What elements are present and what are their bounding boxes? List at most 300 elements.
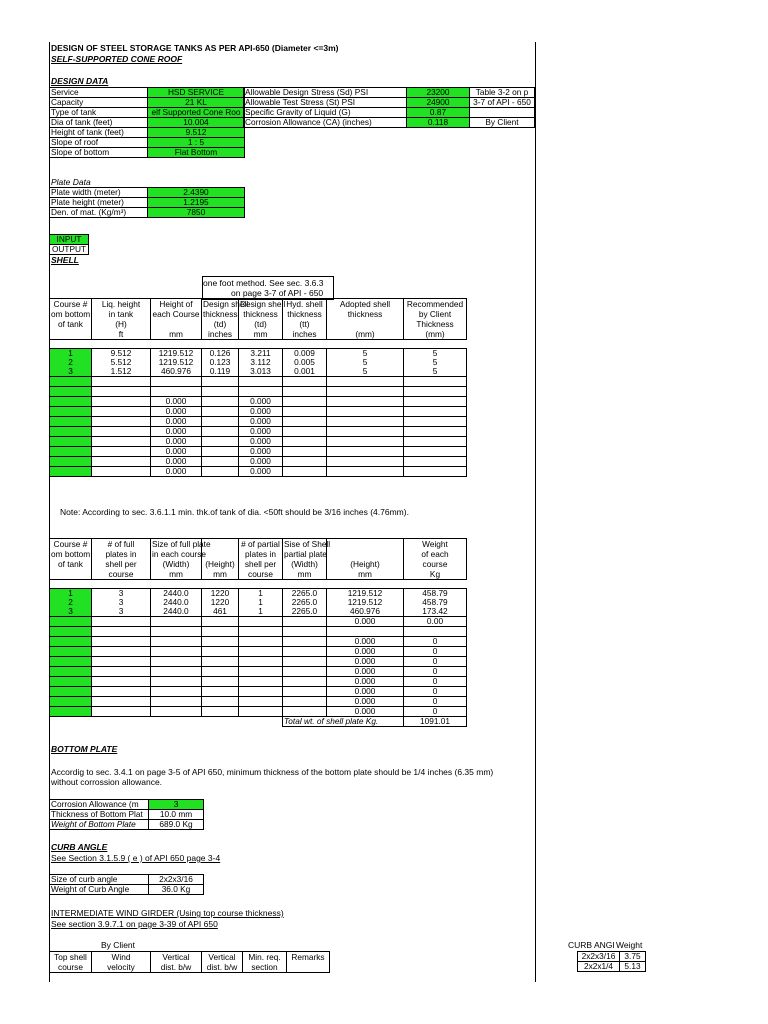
design-value: 1 : 5 [148,138,245,148]
plates-header-cell [50,569,92,580]
plates-cell [239,647,283,657]
design-note: 3-7 of API - 650 [470,98,535,108]
design-value: 23200 [407,88,470,98]
plates-cell: 1 [239,607,283,617]
shell-cell [283,387,327,397]
shell-cell: 1219.512 [151,358,202,367]
shell-header-cell: (td) [202,319,239,329]
design-label: Type of tank [50,108,148,118]
plates-header-cell: of each [404,549,467,559]
shell-note: Note: According to sec. 3.6.1.1 min. thk.of tank of dia. <50ft should be 3/16 inches (4.76mm). [60,507,409,517]
shell-cell [327,447,404,457]
shell-cell: 0.000 [151,407,202,417]
curb-label: Weight of Curb Angle [50,885,149,895]
shell-cell [92,457,151,467]
plate-label: Den. of mat. (Kg/m³) [50,208,148,218]
plates-header-cell: Weight [404,539,467,550]
plates-cell [50,617,92,627]
plates-cell: 173.42 [404,607,467,617]
shell-cell: 0.123 [202,358,239,367]
shell-header-cell: each Course [152,309,200,319]
plates-cell: 1220 [202,589,239,599]
plates-cell [239,697,283,707]
plates-row [50,647,467,657]
shell-cell [327,377,404,387]
shell-header-cell: om bottom [51,309,91,319]
shell-header-cell: (mm) [327,329,404,340]
plates-cell [50,647,92,657]
shell-header-cell: by Client [404,309,467,319]
shell-row [50,377,467,387]
shell-row [50,417,467,427]
empty-cell [470,137,535,146]
design-row [50,138,245,148]
design-empty-row [244,128,535,138]
shell-cell [50,377,92,387]
plates-cell: 0.000 [327,637,404,647]
wind-header-cell: dist. b/w [151,962,202,973]
shell-header-cell: Design shell [203,299,249,309]
shell-cell [92,447,151,457]
shell-cell [327,427,404,437]
design-label: Allowable Design Stress (Sd) PSI [244,88,407,98]
shell-cell: 9.512 [92,349,151,359]
shell-cell: 3.211 [239,349,283,359]
plates-header-cell: Sise of Shell [284,539,331,549]
shell-cell [92,407,151,417]
plates-cell: 0 [404,637,467,647]
shell-header-cell: inches [283,329,327,340]
plates-cell: 1 [50,589,92,599]
shell-cell: 0.000 [151,427,202,437]
shell-row [50,467,467,477]
shell-cell [202,447,239,457]
shell-cell: 1219.512 [151,349,202,359]
curb-weight-value: 5.13 [620,962,646,972]
plates-header-cell: plates in [92,549,151,559]
plates-header-cell [327,539,404,550]
shell-method-line2: on page 3-7 of API - 650 [231,288,324,298]
plates-cell: 2440.0 [151,589,202,599]
plates-header-cell: (Height) [202,559,239,569]
shell-cell [50,457,92,467]
plates-header-cell: Size of full plate [152,539,211,549]
shell-cell: 0.000 [239,427,283,437]
plates-cell [92,637,151,647]
shell-row [50,427,467,437]
shell-cell: 5 [327,367,404,377]
empty-cell [244,128,407,138]
plates-header-cell: mm [283,569,327,580]
curb-table-header-size: CURB ANGI [568,940,615,950]
plates-cell [50,677,92,687]
bottom-label: Weight of Bottom Plate [50,820,149,830]
shell-header-cell: thickness [203,309,238,319]
plates-cell: 3 [92,607,151,617]
plates-cell [202,707,239,717]
shell-header-cell: (mm) [404,329,467,340]
shell-row [50,457,467,467]
plates-cell: 0.000 [327,687,404,697]
plates-cell: 3 [92,589,151,599]
plates-row [50,707,467,717]
plates-header-cell: in each course [152,549,206,559]
shell-header-cell: Liq. height [92,299,151,310]
wind-header-row [50,962,330,973]
plates-header-row [50,559,467,569]
plates-cell: 0.000 [327,657,404,667]
plates-cell [283,637,327,647]
bottom-value: 10.0 mm [149,810,204,820]
plates-cell: 1219.512 [327,589,404,599]
shell-cell: 5.512 [92,358,151,367]
plates-cell [283,707,327,717]
shell-cell [404,467,467,477]
shell-cell: 0.000 [239,457,283,467]
plates-row [50,657,467,667]
shell-cell [283,447,327,457]
design-label: Dia of tank (feet) [50,118,148,128]
bottom-row [50,800,204,810]
plates-row [50,637,467,647]
shell-header-cell: (tt) [283,319,327,329]
shell-cell [283,467,327,477]
shell-cell [202,417,239,427]
plates-cell [50,687,92,697]
plates-header-cell: plates in [239,549,283,559]
plates-cell [151,677,202,687]
shell-cell [283,377,327,387]
shell-cell [404,437,467,447]
plates-cell [92,647,151,657]
shell-header-cell: Hyd. shell [283,299,327,310]
plate-label: Plate width (meter) [50,188,148,198]
plates-cell [327,627,404,637]
plates-cell [283,687,327,697]
plates-cell [404,627,467,637]
plates-cell [239,617,283,627]
wind-header-cell: Min. req. [243,952,287,963]
empty-cell [470,146,535,155]
plates-cell [239,677,283,687]
bottom-row [50,820,204,830]
shell-cell [92,437,151,447]
shell-cell: 3 [50,367,92,377]
plates-cell: 1 [239,598,283,607]
shell-header-cell: Adopted shell [327,299,404,310]
plates-cell [92,677,151,687]
legend-input: INPUT [50,235,89,245]
plate-data-heading: Plate Data [51,177,91,187]
bottom-text-2: without corrossion allowance. [51,777,163,787]
shell-cell [50,417,92,427]
shell-header-cell [50,329,92,340]
plates-header-cell: Course # [50,539,92,550]
plates-cell [239,657,283,667]
shell-cell [283,457,327,467]
plates-cell [202,697,239,707]
shell-row [50,397,467,407]
shell-cell [404,407,467,417]
shell-cell [50,427,92,437]
plates-cell [202,647,239,657]
plate-value: 2.4390 [148,188,245,198]
design-value: 0.118 [407,118,470,128]
design-value: 10.004 [148,118,245,128]
shell-cell [239,377,283,387]
plates-header-cell: mm [327,569,404,580]
plates-cell: 0.000 [327,647,404,657]
shell-cell: 0.000 [151,467,202,477]
wind-header-cell: Top shell [50,952,92,963]
shell-cell: 5 [327,349,404,359]
shell-cell [50,447,92,457]
plate-data-row [50,188,245,198]
wind-girder-ref: See section 3.9.7.1 on page 3-39 of API 650 [51,919,218,929]
plate-value: 7850 [148,208,245,218]
design-row [244,98,535,108]
shell-method-line1: one foot method. See sec. 3.6.3 [203,278,324,288]
shell-cell: 5 [327,358,404,367]
empty-cell [407,146,470,155]
design-data-left-table [49,87,245,158]
shell-cell [202,397,239,407]
shell-cell: 460.976 [151,367,202,377]
plates-header-cell: course [239,569,283,580]
curb-weight-value: 3.75 [620,952,646,962]
shell-cell [50,467,92,477]
shell-header-cell: of tank [50,319,92,329]
shell-plates-table [49,538,467,727]
shell-cell [151,377,202,387]
plates-header-cell: mm [202,569,239,580]
plates-cell: 0.000 [327,707,404,717]
plates-cell [50,657,92,667]
curb-angle-ref: See Section 3.1.5.9 ( e ) of API 650 page 3-4 [51,853,221,863]
curb-weight-row [578,962,646,972]
shell-header-cell: inches [202,329,239,340]
shell-cell: 0.000 [151,447,202,457]
empty-cell [244,137,407,146]
wind-header-cell: dist. b/w [202,962,243,973]
shell-cell: 0.126 [202,349,239,359]
design-label: Corrosion Allowance (CA) (inches) [244,118,407,128]
plates-cell [92,707,151,717]
shell-cell [202,457,239,467]
plate-value: 1.2195 [148,198,245,208]
plates-header-cell: shell per [239,559,283,569]
design-value: 9.512 [148,128,245,138]
plates-cell [283,697,327,707]
plates-header-cell: # of partial [239,539,283,550]
shell-cell: 0.000 [239,407,283,417]
shell-cell [283,407,327,417]
plates-cell: 3 [50,607,92,617]
bottom-label: Thickness of Bottom Plat [50,810,149,820]
plates-header-cell: om bottom [51,549,91,559]
plates-cell [50,637,92,647]
shell-cell [202,437,239,447]
plates-cell [283,667,327,677]
shell-header-cell: mm [151,329,202,340]
shell-header-cell [327,319,404,329]
shell-cell [327,417,404,427]
plates-cell [283,647,327,657]
plates-cell: 458.79 [404,589,467,599]
shell-cell [404,387,467,397]
plates-cell: 0 [404,687,467,697]
plates-header-cell: course [404,559,467,569]
shell-header-cell: in tank [92,309,151,319]
empty-cell [407,128,470,138]
shell-header-cell: Thickness [404,319,467,329]
shell-cell [327,387,404,397]
shell-method-box [202,276,334,300]
curb-table-header-weight: Weight [616,940,643,950]
shell-cell: 0.000 [239,467,283,477]
shell-cell: 0.000 [151,397,202,407]
plates-cell [202,657,239,667]
curb-value: 36.0 Kg [149,885,204,895]
shell-heading: SHELL [51,255,79,265]
bottom-value: 689.0 Kg [149,820,204,830]
plates-cell [202,627,239,637]
plates-cell: 0.00 [404,617,467,627]
plates-header-cell: shell per [92,559,151,569]
shell-cell: 1 [50,349,92,359]
plates-cell: 2265.0 [283,607,327,617]
shell-header-cell: thickness [327,309,404,319]
shell-cell [50,387,92,397]
shell-row [50,437,467,447]
design-row [50,108,245,118]
shell-cell [202,387,239,397]
bottom-row [50,810,204,820]
plates-cell [151,707,202,717]
shell-cell: 0.119 [202,367,239,377]
plates-header-row [50,549,467,559]
shell-cell: 0.000 [239,417,283,427]
plates-cell [92,617,151,627]
plates-cell: 0 [404,657,467,667]
plates-row [50,617,467,627]
curb-angle-heading: CURB ANGLE [51,842,108,852]
plates-cell [151,637,202,647]
plates-cell: 3 [92,598,151,607]
shell-cell [283,437,327,447]
shell-cell: 0.000 [239,447,283,457]
plates-cell [239,667,283,677]
shell-cell [327,397,404,407]
shell-header-cell: Recommended [404,299,467,310]
plates-header-cell: (Width) [283,559,327,569]
design-row [244,108,535,118]
plates-cell [50,627,92,637]
design-empty-row [244,146,535,155]
design-value: Flat Bottom [148,148,245,158]
shell-cell [239,387,283,397]
shell-header-row [50,309,467,319]
plates-cell [202,687,239,697]
bottom-plate-heading: BOTTOM PLATE [51,744,118,754]
curb-label: Size of curb angle [50,875,149,885]
wind-header-row [50,952,330,963]
shell-row [50,407,467,417]
plates-cell: 2265.0 [283,589,327,599]
plates-cell [50,707,92,717]
plates-header-cell [327,549,404,559]
shell-cell [283,427,327,437]
plate-data-row [50,208,245,218]
page-title: DESIGN OF STEEL STORAGE TANKS AS PER API-650 (Diameter <=3m) [51,43,339,53]
shell-cell [50,437,92,447]
shell-cell [202,427,239,437]
legend-output: OUTPUT [50,245,89,255]
plates-cell [202,637,239,647]
design-value: 24900 [407,98,470,108]
plates-cell [151,687,202,697]
plates-cell [239,627,283,637]
design-label: Slope of roof [50,138,148,148]
curb-value: 2x2x3/16 [149,875,204,885]
shell-cell: 0.000 [239,397,283,407]
plates-cell [239,687,283,697]
shell-row [50,387,467,397]
plates-cell: 460.976 [327,607,404,617]
plates-row [50,667,467,677]
shell-header-cell [151,319,202,329]
shell-header-row [50,299,467,310]
shell-cell: 0.000 [239,437,283,447]
shell-cell [50,407,92,417]
curb-weight-size: 2x2x3/16 [578,952,620,962]
shell-cell [92,417,151,427]
wind-header-cell: Vertical [151,952,202,963]
design-note: By Client [470,118,535,128]
bottom-value: 3 [149,800,204,810]
shell-cell: 3.013 [239,367,283,377]
design-row [244,118,535,128]
shell-header-cell: thickness [239,309,283,319]
plates-header-cell: (Height) [327,559,404,569]
plates-header-cell: partial plate [284,549,327,559]
shell-header-cell: (td) [239,319,283,329]
design-row [50,148,245,158]
plates-row [50,627,467,637]
plates-cell [92,657,151,667]
plates-row [50,687,467,697]
plates-header-cell [202,549,239,559]
plates-cell [202,617,239,627]
plates-cell: 0 [404,697,467,707]
plates-cell [202,667,239,677]
bottom-label: Corrosion Allowance (m [50,800,149,810]
shell-cell [92,377,151,387]
design-value: 21 KL [148,98,245,108]
wind-header-cell: Wind [92,952,151,963]
curb-weight-table [577,951,646,972]
design-label: Service [50,88,148,98]
shell-cell [327,457,404,467]
shell-header-cell: mm [239,329,283,340]
plates-cell [92,697,151,707]
plates-cell [151,617,202,627]
shell-cell [202,467,239,477]
curb-angle-table [49,874,204,895]
plates-cell: 458.79 [404,598,467,607]
plates-cell: 0.000 [327,677,404,687]
design-value: 0.87 [407,108,470,118]
